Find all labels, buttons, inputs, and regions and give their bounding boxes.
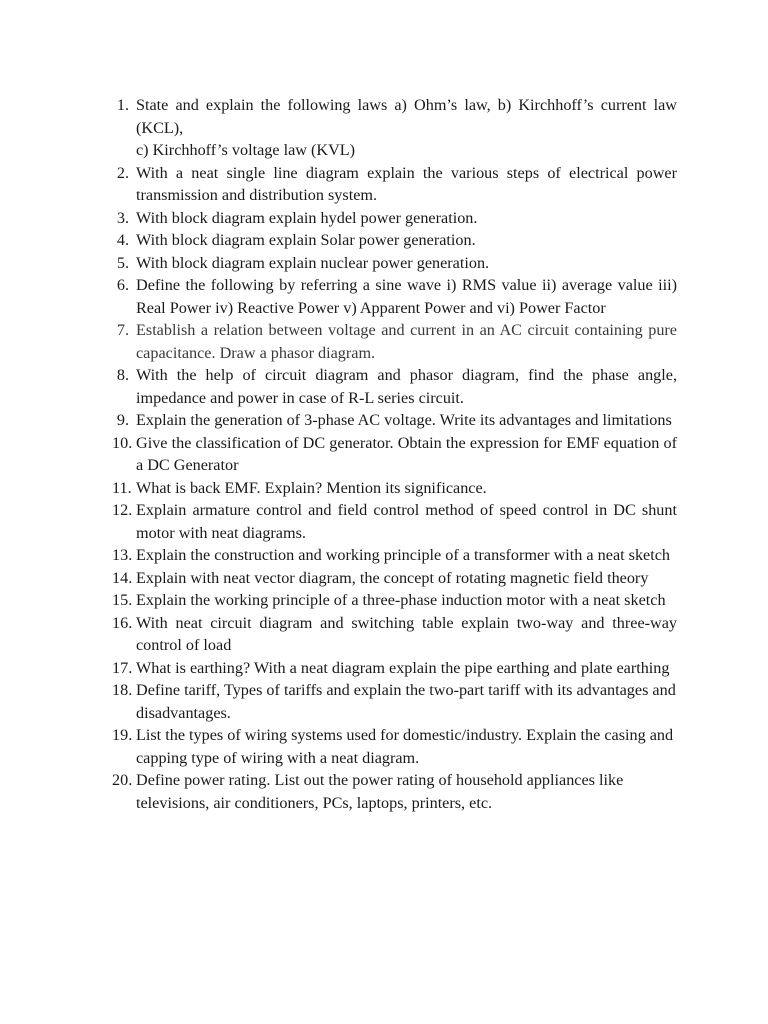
question-number: 18. [112,681,133,699]
question-number: 20. [112,771,133,789]
question-text: Define the following by referring a sine wave i) RMS value ii) average value iii) Real Power iv) Reactive Power v) Apparent Power and vi) Power Factor [136,276,677,317]
question-text: c) Kirchhoff’s voltage law (KVL) [136,141,356,159]
question-item [0,319,677,364]
question-item [0,229,677,252]
question-number: 17. [112,658,133,677]
question-item [0,499,677,544]
question-item [0,567,677,590]
document-page [0,94,768,814]
question-text: Explain the generation of 3-phase AC voltage. Write its advantages and limitations [136,411,672,429]
question-text: Define power rating. List out the power rating of household appliances like televisions, air conditioners, PCs, laptops, printers, etc. [136,771,624,812]
question-text: What is earthing? With a neat diagram explain the pipe earthing and plate earthing [136,658,670,677]
question-item [0,252,677,275]
question-text: Explain the working principle of a three-phase induction motor with a neat sketch [136,591,666,609]
question-text: With neat circuit diagram and switching table explain two-way and three-way control of load [136,613,677,654]
question-text: Give the classification of DC generator. Obtain the expression for EMF equation of a DC Generator [136,433,677,474]
question-text: With block diagram explain nuclear power generation. [136,253,490,272]
question-item [0,162,677,207]
question-number: 6. [116,276,129,294]
question-number: 11. [112,478,132,497]
question-item [0,589,677,612]
question-text: With block diagram explain Solar power generation. [136,231,476,249]
question-number: 10. [112,433,133,452]
question-item [0,612,677,657]
question-text: State and explain the following laws a) Ohm’s law, b) Kirchhoff’s current law (KCL), [136,96,677,137]
question-text: With a neat single line diagram explain the various steps of electrical power transmission and distribution system. [136,163,677,204]
question-item [0,544,677,567]
question-text: List the types of wiring systems used for domestic/industry. Explain the casing and capping type of wiring with a neat diagram. [136,726,674,767]
question-number: 7. [116,321,129,339]
question-number: 4. [116,231,129,249]
question-item [0,207,677,230]
question-text: Define tariff, Types of tariffs and explain the two-part tariff with its advantages and disadvantages. [136,681,676,722]
question-number: 13. [112,546,133,564]
question-number: 19. [112,726,133,744]
question-text: What is back EMF. Explain? Mention its significance. [136,478,487,497]
question-item [0,94,677,162]
question-item [0,769,677,814]
question-text: Establish a relation between voltage and current in an AC circuit containing pure capacitance. Draw a phasor diagram. [136,321,677,362]
question-number: 5. [116,253,129,272]
question-number: 9. [116,411,129,429]
question-number: 8. [116,366,129,384]
question-text: With the help of circuit diagram and phasor diagram, find the phase angle, impedance and power in case of R-L series circuit. [136,366,677,407]
question-number: 14. [112,568,133,587]
question-item [0,477,677,500]
question-number: 16. [112,613,133,632]
question-text: With block diagram explain hydel power generation. [136,208,478,227]
question-item [0,364,677,409]
question-number: 2. [116,163,129,182]
question-number: 1. [116,96,129,114]
question-number: 3. [116,208,129,227]
question-item [0,657,677,680]
question-text: Explain armature control and field control method of speed control in DC shunt motor with neat diagrams. [136,501,677,542]
question-text: Explain with neat vector diagram, the concept of rotating magnetic field theory [136,568,649,587]
question-text: Explain the construction and working principle of a transformer with a neat sketch [136,546,671,564]
question-item [0,679,677,724]
question-list [0,94,768,814]
question-item [0,724,677,769]
question-item [0,409,677,432]
question-item [0,432,677,477]
question-number: 15. [112,591,133,609]
question-item [0,274,677,319]
question-number: 12. [112,501,133,519]
